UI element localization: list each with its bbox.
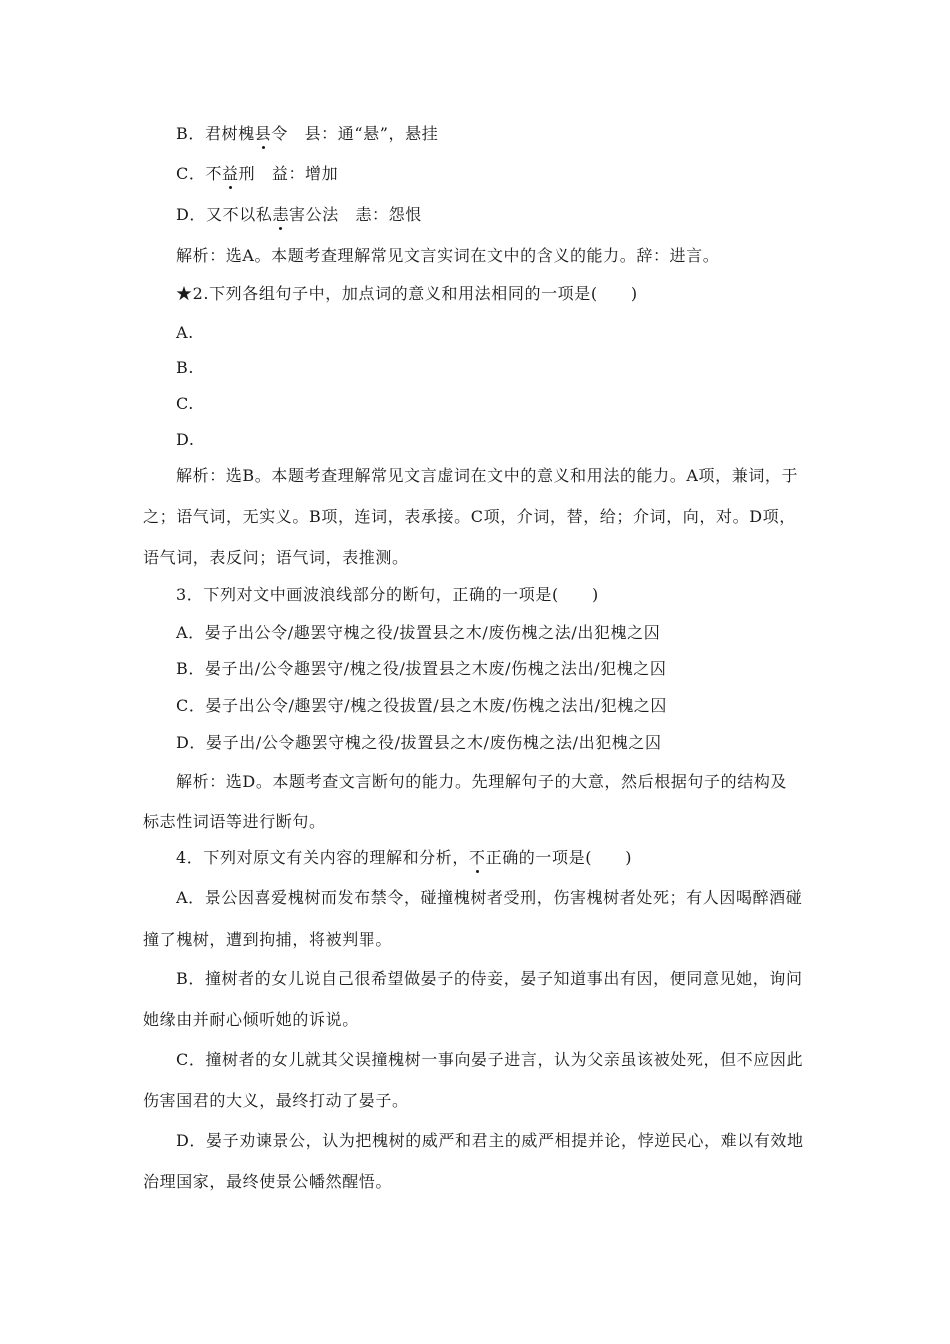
emphasis-dot-char: 益 [222,164,239,183]
q4-option-c-line: 伤害国君的大义，最终打动了晏子。 [143,1091,409,1110]
q4-stem: 4．下列对原文有关内容的理解和分析，不正确的一项是( ) [176,848,633,867]
q2-option-b: B. [176,358,195,377]
q1-option-b: B．君树槐县令 县：通“悬”，悬挂 [176,124,439,143]
q4-option-a-line: 撞了槐树，遭到拘捕，将被判罪。 [143,930,393,949]
q3-analysis-line: 标志性词语等进行断句。 [143,812,326,831]
emphasis-dot-char: 不 [468,848,486,867]
q1-option-c: C．不益刑 益：增加 [176,164,339,183]
q2-analysis-line: 解析：选B。本题考查理解常见文言虚词在文中的意义和用法的能力。A项，兼词，于 [176,466,799,485]
q1-analysis: 解析：选A。本题考查理解常见文言实词在文中的含义的能力。辞：进言。 [176,246,720,265]
q3-option-b: B．晏子出/公令趣罢守/槐之役/拔置县之木废/伤槐之法出/犯槐之囚 [176,659,667,678]
q3-analysis-line: 解析：选D。本题考查文言断句的能力。先理解句子的大意，然后根据句子的结构及 [176,772,788,791]
q2-stem: ★2.下列各组句子中，加点词的意义和用法相同的一项是( ) [176,284,638,303]
q2-option-c: C. [176,394,194,413]
q4-option-d-line: D．晏子劝谏景公，认为把槐树的威严和君主的威严相提并论，悖逆民心，难以有效地 [176,1131,804,1150]
q3-option-c: C．晏子出公令/趣罢守/槐之役拔置/县之木废/伤槐之法出/犯槐之囚 [176,696,667,715]
emphasis-dot-char: 县 [254,124,272,143]
q4-option-a-line: A．景公因喜爱槐树而发布禁令，碰撞槐树者受刑，伤害槐树者处死；有人因喝醉酒碰 [176,888,803,907]
q1-option-d: D．又不以私恚害公法 恚：怨恨 [176,205,422,224]
q3-stem: 3．下列对文中画波浪线部分的断句，正确的一项是( ) [176,585,599,604]
emphasis-dot-char: 恚 [272,205,290,224]
q2-option-d: D. [176,430,195,449]
q2-option-a: A. [176,323,194,342]
q2-analysis-line: 之；语气词，无实义。B项，连词，表承接。C项，介词，替，给；介词，向，对。D项， [143,507,796,526]
q4-option-b-line: B．撞树者的女儿说自己很希望做晏子的侍妾，晏子知道事出有因，便同意见她，询问 [176,969,803,988]
q4-option-b-line: 她缘由并耐心倾听她的诉说。 [143,1010,359,1029]
q2-analysis-line: 语气词，表反问；语气词，表推测。 [143,548,409,567]
q3-option-a: A．晏子出公令/趣罢守槐之役/拔置县之木/废伤槐之法/出犯槐之囚 [176,623,661,642]
q3-option-d: D．晏子出/公令趣罢守槐之役/拔置县之木/废伤槐之法/出犯槐之囚 [176,733,662,752]
q4-option-c-line: C．撞树者的女儿就其父误撞槐树一事向晏子进言，认为父亲虽该被处死，但不应因此 [176,1050,804,1069]
q4-option-d-line: 治理国家，最终使景公幡然醒悟。 [143,1172,393,1191]
